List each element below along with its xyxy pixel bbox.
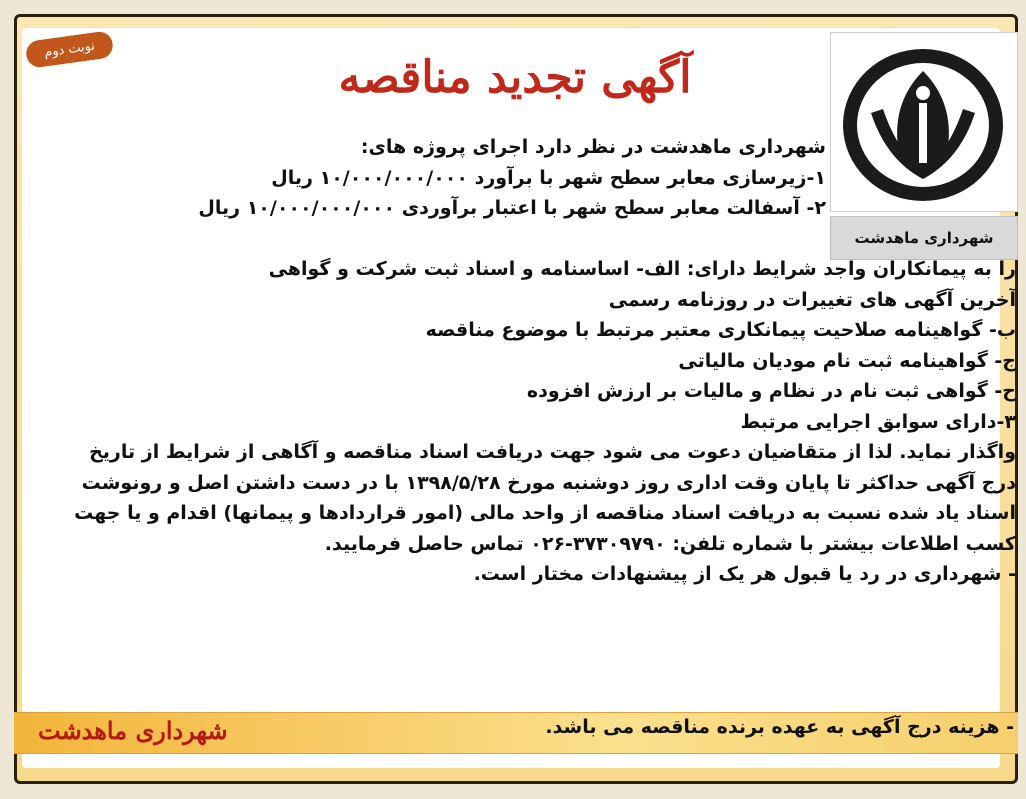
paragraph-line-2: درج آگهی حداکثر تا پایان وقت اداری روز دوشنبه مورخ ۱۳۹۸/۵/۲۸ با در دست داشتن اصل و رونوشت <box>81 471 1016 494</box>
condition-j: ج- گواهینامه ثبت نام مودیان مالیاتی <box>678 349 1016 372</box>
paragraph-line-1: واگذار نماید. لذا از متقاضیان دعوت می شود جهت دریافت اسناد مناقصه و آگاهی از شرایط از تاریخ <box>89 441 1016 463</box>
paragraph-line-3: اسناد یاد شده نسبت به دریافت اسناد مناقصه از واحد مالی (امور قراردادها و پیمانها) اقدام و یا جهت <box>74 502 1016 524</box>
intro-line: شهرداری ماهدشت در نظر دارد اجرای پروژه های: <box>360 136 826 158</box>
project-item-1: ۱-زیرسازی معابر سطح شهر با برآورد ۱۰/۰۰۰/۰۰۰/۰۰۰ ریال <box>271 166 826 189</box>
paragraph-line-4: کسب اطلاعات بیشتر با شماره تلفن: ۳۷۳۰۹۷۹۰-۰۲۶ تماس حاصل فرمایید. <box>324 532 1016 555</box>
conditions-line-1: را به پیمانکاران واجد شرایط دارای: الف- اساسنامه و اسناد ثبت شرکت و گواهی <box>268 258 1016 280</box>
municipality-logo <box>830 32 1018 212</box>
ad-body-main <box>26 254 1016 590</box>
footer-signature: شهرداری ماهدشت <box>38 716 228 745</box>
project-item-2: ۲- آسفالت معابر سطح شهر با اعتبار برآوردی ۱۰/۰۰۰/۰۰۰/۰۰۰ ریال <box>198 197 826 219</box>
municipality-emblem-icon <box>831 33 1015 209</box>
condition-3: ۳-دارای سوابق اجرایی مرتبط <box>740 410 1016 433</box>
condition-h: ح- گواهی ثبت نام در نظام و مالیات بر ارزش افزوده <box>526 380 1016 402</box>
conditions-line-2: آخرین آگهی های تغییرات در روزنامه رسمی <box>608 288 1016 311</box>
logo-caption: شهرداری ماهدشت <box>830 216 1018 260</box>
round-badge: نوبت دوم <box>25 30 115 69</box>
ad-body-top <box>40 132 826 224</box>
ad-title: آگهی تجدید مناقصه <box>338 52 692 103</box>
note-1: - شهرداری در رد یا قبول هر یک از پیشنهادات مختار است. <box>473 563 1016 585</box>
note-2: - هزینه درج آگهی به عهده برنده مناقصه می باشد. <box>545 716 1014 738</box>
condition-b: ب- گواهینامه صلاحیت پیمانکاری معتبر مرتبط با موضوع مناقصه <box>425 319 1016 341</box>
